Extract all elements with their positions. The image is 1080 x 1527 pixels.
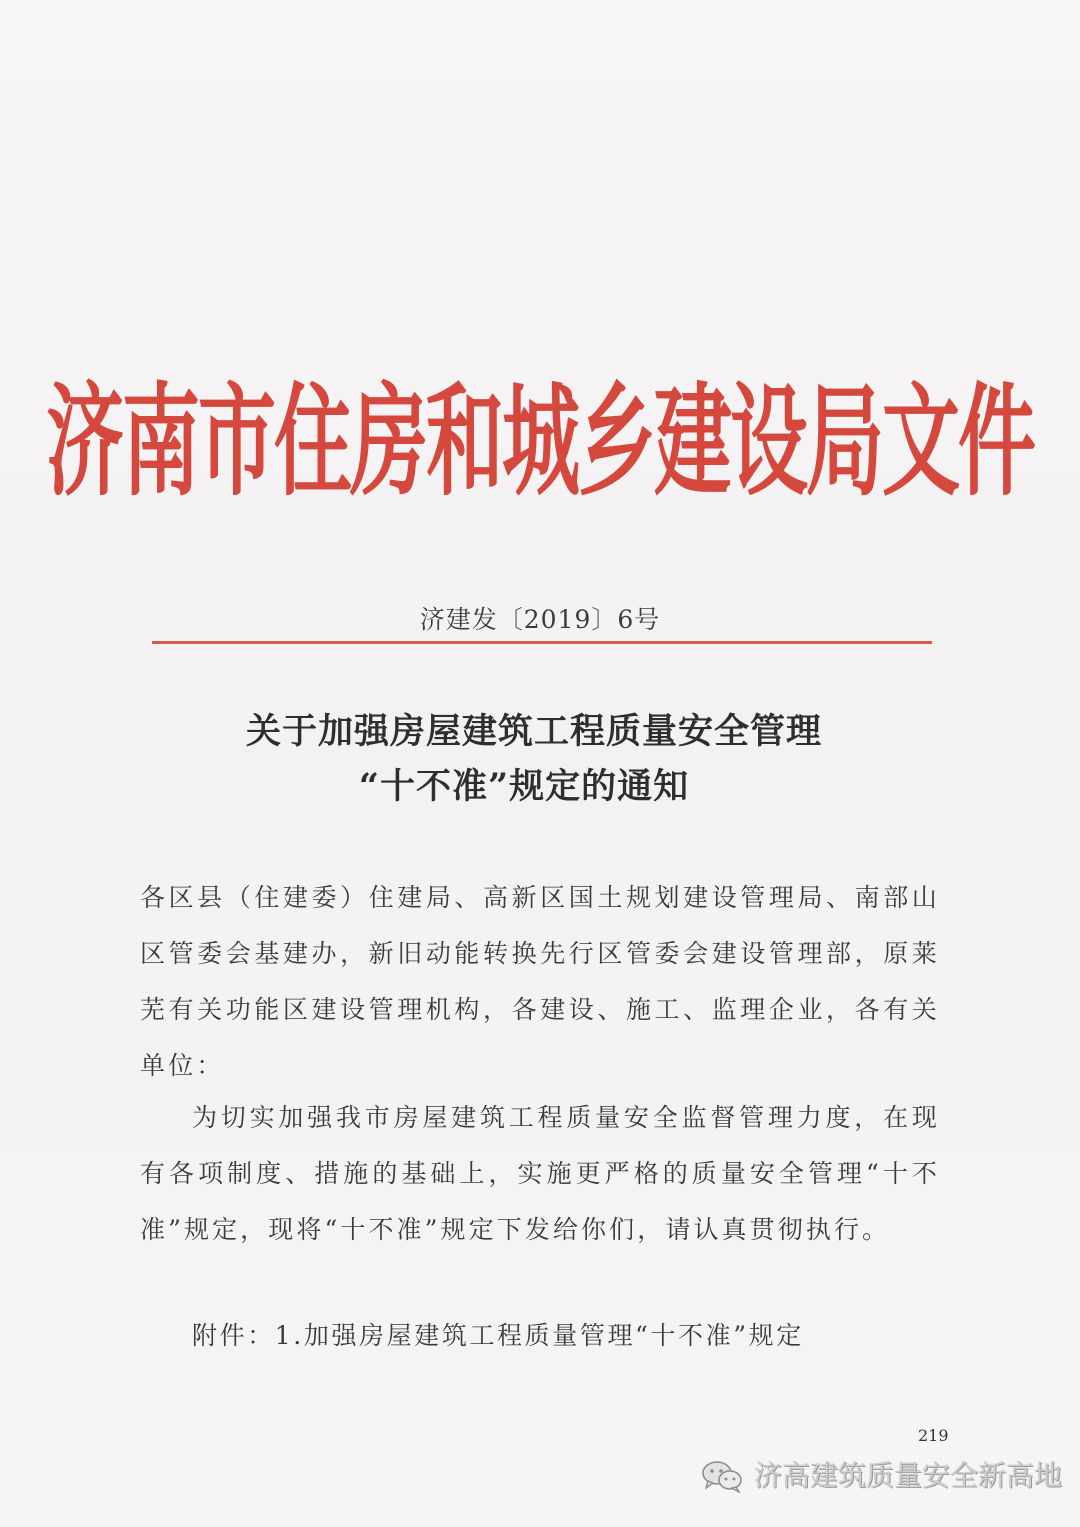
watermark-text: 济高建筑质量安全新高地 xyxy=(754,1459,1063,1492)
document-title-line-2: “十不准”规定的通知 xyxy=(358,766,690,807)
attachment-line: 附件：1.加强房屋建筑工程质量管理“十不准”规定 xyxy=(192,1321,804,1350)
body-paragraph: 为切实加强我市房屋建筑工程质量安全监督管理力度，在现有各项制度、措施的基础上，实施更严格的质量安全管理“十不准”规定，现将“十不准”规定下发给你们，请认真贯彻执行。 xyxy=(140,1103,940,1244)
page-number: 219 xyxy=(918,1426,949,1445)
document-masthead: 济南市住房和城乡建设局文件 xyxy=(45,373,1034,513)
wechat-icon xyxy=(700,1459,744,1493)
document-title-line-1: 关于加强房屋建筑工程质量安全管理 xyxy=(245,711,822,752)
document-number: 济建发〔2019〕6号 xyxy=(419,605,661,634)
wechat-watermark xyxy=(700,1456,1062,1496)
recipients-paragraph: 各区县（住建委）住建局、高新区国土规划建设管理局、南部山区管委会基建办，新旧动能转换先行区管委会建设管理部，原莱芜有关功能区建设管理机构，各建设、施工、监理企业，各有关单位： xyxy=(140,883,940,1080)
red-divider-line xyxy=(152,641,932,644)
